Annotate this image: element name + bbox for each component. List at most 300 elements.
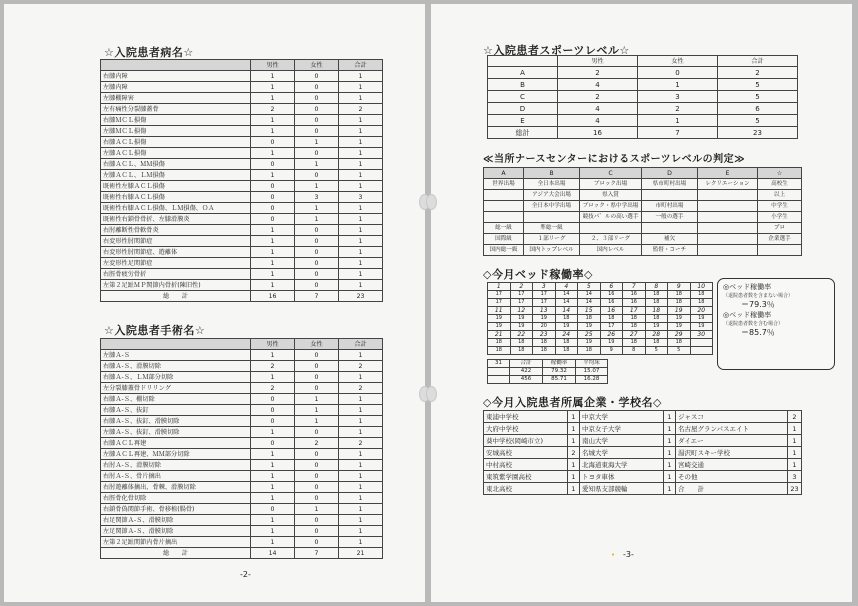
company-count: 23 — [788, 483, 802, 495]
surgery-row — [101, 504, 383, 515]
surgery-row — [101, 383, 383, 394]
bed-row — [488, 331, 713, 339]
stats-value: 422 — [510, 368, 543, 376]
day-number: 22 — [510, 331, 533, 339]
day-number: 21 — [488, 331, 511, 339]
total-cell: 16 — [251, 291, 295, 302]
day-number: 16 — [600, 307, 623, 315]
table-cell: 2 — [339, 438, 383, 449]
page-number: -3- — [623, 550, 634, 559]
nurse-row — [484, 212, 802, 223]
table-cell: 4 — [558, 115, 638, 127]
table-cell — [642, 223, 698, 234]
stats-row — [488, 368, 608, 376]
bed-count: 17 — [533, 291, 556, 299]
table-cell: 0 — [295, 258, 339, 269]
bed-count: 18 — [668, 339, 691, 347]
table-cell: 0 — [295, 515, 339, 526]
table-cell: 5 — [718, 79, 798, 91]
table-cell: 4 — [558, 79, 638, 91]
surgery-row — [101, 405, 383, 416]
stats-value: 16.28 — [576, 376, 608, 384]
table-cell: 0 — [295, 170, 339, 181]
sport-level-title: ☆入院患者スポーツレベル☆ — [483, 44, 630, 57]
table-cell: 0 — [295, 350, 339, 361]
day-number: 13 — [533, 307, 556, 315]
blank-cell — [488, 376, 510, 384]
bed-count: 18 — [623, 323, 646, 331]
nurse-row — [484, 179, 802, 190]
day-number: 30 — [690, 331, 713, 339]
bed-count: 19 — [645, 323, 668, 331]
bed-count: 18 — [690, 299, 713, 307]
table-cell: 左膝Ａ-Ｓ、抜釘、滑膜切除 — [101, 427, 251, 438]
table-cell: 1 — [339, 427, 383, 438]
table-cell: 右膝Ａ-Ｓ、抜釘 — [101, 405, 251, 416]
table-cell: 1 — [339, 394, 383, 405]
rate1-note: （退院患者数を含まない場合） — [723, 293, 794, 299]
table-cell: 0 — [295, 427, 339, 438]
bed-count: 9 — [600, 347, 623, 355]
header-cell: 合計 — [339, 339, 383, 350]
table-cell: 一般の選手 — [642, 212, 698, 223]
company-count: 2 — [568, 447, 580, 459]
bed-count: 17 — [488, 299, 511, 307]
table-cell: 1 — [251, 427, 295, 438]
bed-count: 18 — [555, 339, 578, 347]
table-cell: 1 — [638, 79, 718, 91]
table-cell: 左膝ＡＣＬ損傷 — [101, 148, 251, 159]
diagnosis-title: ☆入院患者病名☆ — [104, 46, 194, 59]
table-cell: 1 — [339, 449, 383, 460]
header-cell: D — [642, 168, 698, 179]
bed-count: 16 — [600, 291, 623, 299]
rate2-value: ＝85.7％ — [741, 328, 775, 337]
company-count: 1 — [568, 483, 580, 495]
day-number: 17 — [623, 307, 646, 315]
table-cell: 全日本中学出場 — [524, 201, 580, 212]
table-cell: 左膝ＭＣＬ損傷 — [101, 126, 251, 137]
company-count: 1 — [664, 423, 676, 435]
bed-count: 18 — [668, 291, 691, 299]
company-name: 東筑紫学園高校 — [484, 471, 568, 483]
total-cell: 16 — [558, 127, 638, 139]
bed-count: 18 — [645, 291, 668, 299]
header-cell: B — [524, 168, 580, 179]
table-cell: 総一級 — [484, 223, 524, 234]
bed-count: 18 — [488, 347, 511, 355]
table-cell: 右膝ＡＣＬ再建 — [101, 438, 251, 449]
table-cell: 左膝ＡＣＬ、ＬＭ損傷 — [101, 170, 251, 181]
table-cell: 1 — [339, 225, 383, 236]
table-cell: 0 — [295, 383, 339, 394]
table-cell — [524, 212, 580, 223]
table-cell: 0 — [295, 104, 339, 115]
bed-count: 14 — [578, 291, 601, 299]
table-cell: 2 — [295, 438, 339, 449]
bed-count: 16 — [623, 299, 646, 307]
bed-rate-title: ◇今月ベッド稼働率◇ — [483, 268, 593, 281]
day-number: 11 — [488, 307, 511, 315]
table-cell: 1 — [251, 269, 295, 280]
table-cell: 0 — [295, 471, 339, 482]
nurse-center-table — [483, 167, 802, 256]
company-count: 1 — [788, 447, 802, 459]
table-cell: 小学生 — [758, 212, 802, 223]
diagnosis-table — [100, 59, 383, 302]
company-name: 愛知県支部競輪 — [580, 483, 664, 495]
table-cell — [698, 190, 758, 201]
table-cell: 県入賞 — [580, 190, 642, 201]
company-name: その他 — [676, 471, 788, 483]
company-count: 3 — [788, 471, 802, 483]
header-cell: 合計 — [339, 60, 383, 71]
sport-level-table — [487, 55, 798, 139]
table-cell: 1 — [251, 115, 295, 126]
table-cell: 0 — [251, 416, 295, 427]
table-cell: 1 — [339, 258, 383, 269]
table-cell: 1 — [339, 159, 383, 170]
company-name: ジャスコ — [676, 411, 788, 423]
rate2-note: （退院患者数を含む場合） — [723, 321, 784, 327]
table-cell — [698, 201, 758, 212]
bed-count: 19 — [510, 315, 533, 323]
stats-header: 稼働率 — [543, 360, 576, 368]
bed-count: 14 — [555, 291, 578, 299]
table-cell: 右変形性肘関節症 — [101, 236, 251, 247]
table-cell: 企業選手 — [758, 234, 802, 245]
total-row — [101, 548, 383, 559]
day-number: 27 — [623, 331, 646, 339]
table-cell: 左膝Ａ-Ｓ — [101, 350, 251, 361]
table-cell: 1 — [251, 236, 295, 247]
sport-row — [488, 91, 798, 103]
company-count: 1 — [788, 459, 802, 471]
table-cell: 左膝内障 — [101, 82, 251, 93]
table-cell: アジア大会出場 — [524, 190, 580, 201]
table-cell: 2 — [339, 104, 383, 115]
sport-row — [488, 67, 798, 79]
table-cell — [484, 190, 524, 201]
table-cell: 2 — [339, 383, 383, 394]
nurse-row — [484, 190, 802, 201]
table-cell: １部リーグ — [524, 234, 580, 245]
bed-count: 19 — [578, 339, 601, 347]
table-cell: 1 — [339, 504, 383, 515]
table-cell: 0 — [295, 93, 339, 104]
table-cell: 1 — [339, 203, 383, 214]
table-cell: 1 — [295, 394, 339, 405]
day-number: 31 — [488, 360, 510, 368]
day-number: 6 — [600, 283, 623, 291]
company-name: 名城大学 — [580, 447, 664, 459]
surgery-row — [101, 427, 383, 438]
stats-value: 15.07 — [576, 368, 608, 376]
table-cell: 右鎖骨偽関節手術、骨移植(腸骨) — [101, 504, 251, 515]
bed-count: 5 — [668, 347, 691, 355]
total-cell: 総 計 — [101, 548, 251, 559]
table-cell: 1 — [251, 449, 295, 460]
bed-count: 19 — [668, 315, 691, 323]
table-cell: 準総一級 — [524, 223, 580, 234]
table-cell: 0 — [295, 236, 339, 247]
company-count: 1 — [664, 435, 676, 447]
table-cell: 3 — [339, 192, 383, 203]
surgery-row — [101, 361, 383, 372]
day-number: 2 — [510, 283, 533, 291]
table-cell: 2 — [339, 361, 383, 372]
bed-row — [488, 323, 713, 331]
total-cell: 23 — [718, 127, 798, 139]
company-name: 南山大学 — [580, 435, 664, 447]
day-number: 28 — [645, 331, 668, 339]
table-cell — [698, 223, 758, 234]
day-number: 12 — [510, 307, 533, 315]
company-name: 宮崎交通 — [676, 459, 788, 471]
table-cell — [758, 245, 802, 256]
total-cell: 23 — [339, 291, 383, 302]
table-cell: 高校生 — [758, 179, 802, 190]
rate2-label: ◎ベッド稼働率 — [723, 311, 772, 319]
diagnosis-row — [101, 126, 383, 137]
table-cell — [642, 190, 698, 201]
company-name: 中村高校 — [484, 459, 568, 471]
company-name: 北海道東海大学 — [580, 459, 664, 471]
bed-rate-box — [717, 278, 835, 370]
company-name: 名古屋グランパスエイト — [676, 423, 788, 435]
table-cell: 1 — [339, 82, 383, 93]
table-cell: E — [488, 115, 558, 127]
day-number: 9 — [668, 283, 691, 291]
table-cell: 1 — [339, 93, 383, 104]
diagnosis-row — [101, 82, 383, 93]
surgery-row — [101, 537, 383, 548]
table-cell: 1 — [251, 93, 295, 104]
table-cell: 1 — [339, 269, 383, 280]
table-cell: 以上 — [758, 190, 802, 201]
bed-row — [488, 283, 713, 291]
rate1-label: ◎ベッド稼働率 — [723, 283, 772, 291]
table-cell: D — [488, 103, 558, 115]
table-cell: ２、３部リーグ — [580, 234, 642, 245]
table-cell — [698, 212, 758, 223]
total-cell: 総 計 — [101, 291, 251, 302]
table-cell: 1 — [251, 170, 295, 181]
table-cell: 国内トップレベル — [524, 245, 580, 256]
table-cell: 0 — [295, 126, 339, 137]
nurse-center-title: ≪当所ナースセンターにおけるスポーツレベルの判定≫ — [483, 154, 746, 165]
table-cell: 中学生 — [758, 201, 802, 212]
table-cell: 4 — [558, 103, 638, 115]
table-cell: 右膝Ａ-Ｓ、抜釘、滑膜切除 — [101, 416, 251, 427]
surgery-table — [100, 338, 383, 559]
table-cell: 1 — [339, 372, 383, 383]
table-cell: 補欠 — [642, 234, 698, 245]
surgery-row — [101, 438, 383, 449]
table-cell: 0 — [295, 247, 339, 258]
company-count: 1 — [664, 411, 676, 423]
table-cell: 右膝内障 — [101, 71, 251, 82]
total-cell: 7 — [295, 291, 339, 302]
right-page — [431, 4, 852, 602]
stats-header: 平均床 — [576, 360, 608, 368]
table-cell: 0 — [295, 280, 339, 291]
bed-count: 18 — [578, 347, 601, 355]
table-cell: 2 — [718, 67, 798, 79]
binder-hole — [426, 386, 437, 402]
table-cell: 1 — [251, 126, 295, 137]
stats-row — [488, 376, 608, 384]
table-cell: 0 — [295, 372, 339, 383]
table-cell: 1 — [339, 126, 383, 137]
table-cell: 1 — [295, 181, 339, 192]
sport-row — [488, 115, 798, 127]
company-row — [484, 411, 802, 423]
company-name: 安城高校 — [484, 447, 568, 459]
company-name: 葵中学校(岡崎市立) — [484, 435, 568, 447]
diagnosis-row — [101, 192, 383, 203]
bed-count: 17 — [510, 299, 533, 307]
surgery-row — [101, 526, 383, 537]
bed-count: 18 — [600, 315, 623, 323]
table-cell: A — [488, 67, 558, 79]
header-cell: E — [698, 168, 758, 179]
table-cell: 0 — [251, 137, 295, 148]
table-cell: 1 — [251, 280, 295, 291]
total-row — [488, 127, 798, 139]
company-count: 1 — [568, 423, 580, 435]
company-row — [484, 459, 802, 471]
bed-count: 8 — [623, 347, 646, 355]
total-cell: 7 — [638, 127, 718, 139]
left-page — [4, 4, 425, 602]
bed-count: 17 — [488, 291, 511, 299]
diagnosis-row — [101, 269, 383, 280]
diagnosis-row — [101, 258, 383, 269]
table-cell: 国内総一級 — [484, 245, 524, 256]
surgery-row — [101, 515, 383, 526]
table-cell: 3 — [295, 192, 339, 203]
bed-count: 18 — [668, 299, 691, 307]
table-cell: 右足関節Ａ-Ｓ、滑膜切除 — [101, 515, 251, 526]
day-number: 26 — [600, 331, 623, 339]
table-cell: 1 — [339, 537, 383, 548]
table-cell: 1 — [339, 350, 383, 361]
company-name: 中京女子大学 — [580, 423, 664, 435]
bed-count: 19 — [533, 315, 556, 323]
surgery-row — [101, 482, 383, 493]
sport-row — [488, 79, 798, 91]
day-number: 10 — [690, 283, 713, 291]
diagnosis-row — [101, 170, 383, 181]
table-cell: C — [488, 91, 558, 103]
diagnosis-row — [101, 247, 383, 258]
table-cell: 1 — [339, 214, 383, 225]
day-number: 1 — [488, 283, 511, 291]
table-cell: 0 — [638, 67, 718, 79]
table-cell: 0 — [251, 438, 295, 449]
company-count: 1 — [664, 471, 676, 483]
table-cell: 1 — [339, 236, 383, 247]
table-cell — [698, 234, 758, 245]
sport-row — [488, 103, 798, 115]
day-number: 20 — [690, 307, 713, 315]
bed-count: 18 — [555, 347, 578, 355]
table-cell: 1 — [339, 280, 383, 291]
bed-count: 18 — [555, 315, 578, 323]
bed-count: 18 — [510, 339, 533, 347]
table-cell: 左膝ＡＣＬ再建、ＭＭ部分切除 — [101, 449, 251, 460]
table-cell: 1 — [339, 526, 383, 537]
table-cell: 1 — [638, 115, 718, 127]
total-cell: 21 — [339, 548, 383, 559]
bed-count: 16 — [600, 299, 623, 307]
table-cell: 1 — [251, 537, 295, 548]
table-cell: 1 — [251, 460, 295, 471]
bed-count: 18 — [510, 347, 533, 355]
bed-count: 16 — [623, 291, 646, 299]
bed-count — [690, 339, 713, 347]
table-cell: 2 — [638, 103, 718, 115]
table-cell: 1 — [251, 258, 295, 269]
table-cell — [484, 201, 524, 212]
company-name: 中京大学 — [580, 411, 664, 423]
table-cell: B — [488, 79, 558, 91]
diagnosis-row — [101, 280, 383, 291]
table-cell: 1 — [339, 493, 383, 504]
company-count: 1 — [664, 459, 676, 471]
table-cell: 県市町村出場 — [642, 179, 698, 190]
bed-count: 5 — [645, 347, 668, 355]
table-cell: 右肘遊離体摘出、骨棘、滑膜切除 — [101, 482, 251, 493]
total-cell: 7 — [295, 548, 339, 559]
diagnosis-row — [101, 148, 383, 159]
table-cell: 1 — [251, 482, 295, 493]
company-count: 1 — [568, 459, 580, 471]
surgery-row — [101, 416, 383, 427]
table-cell: 1 — [295, 137, 339, 148]
table-cell: 0 — [251, 504, 295, 515]
bed-count: 19 — [488, 323, 511, 331]
company-title: ◇今月入院患者所属企業・学校名◇ — [483, 396, 662, 409]
header-cell — [488, 56, 558, 67]
company-row — [484, 423, 802, 435]
rate1-value: ＝79.3％ — [741, 300, 775, 309]
header-cell: 女性 — [638, 56, 718, 67]
company-count: 1 — [664, 483, 676, 495]
bed-row — [488, 307, 713, 315]
table-cell: ブロック出場 — [580, 179, 642, 190]
bed-count: 19 — [600, 339, 623, 347]
table-cell: 1 — [339, 416, 383, 427]
bed-stats-table — [487, 359, 608, 384]
table-cell: 0 — [295, 225, 339, 236]
table-cell: 1 — [295, 416, 339, 427]
table-cell: 0 — [295, 361, 339, 372]
table-cell: 1 — [339, 115, 383, 126]
diagnosis-row — [101, 203, 383, 214]
header-cell: 合計 — [718, 56, 798, 67]
diagnosis-row — [101, 181, 383, 192]
table-cell: 左膝棚障害 — [101, 93, 251, 104]
bed-count: 19 — [488, 315, 511, 323]
company-count: 2 — [788, 411, 802, 423]
header-cell — [101, 339, 251, 350]
bed-count: 19 — [690, 315, 713, 323]
table-cell: 2 — [251, 361, 295, 372]
table-cell: 3 — [638, 91, 718, 103]
bed-count: 18 — [533, 339, 556, 347]
